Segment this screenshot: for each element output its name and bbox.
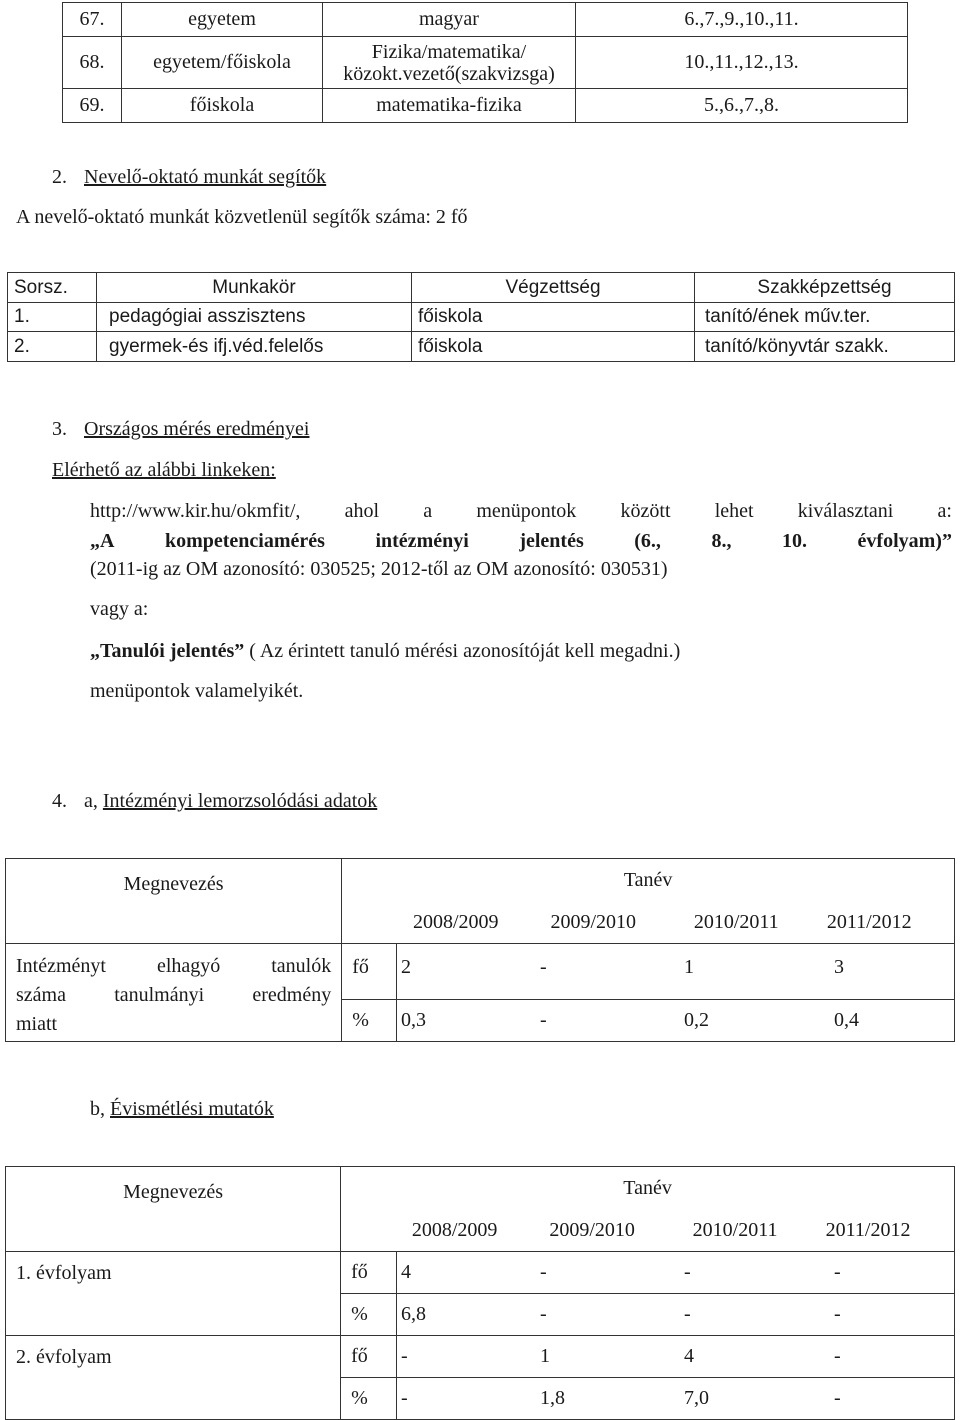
year-label: 2010/2011 — [692, 1219, 778, 1241]
value-cell: - — [401, 1345, 408, 1367]
value-cells — [397, 944, 955, 1000]
grades: 5.,6.,7.,8. — [576, 89, 908, 123]
value-cells — [397, 1336, 955, 1378]
value-cell: 3 — [834, 956, 844, 978]
grades: 6.,7.,9.,10.,11. — [576, 3, 908, 37]
subject-line: Fizika/matematika/ — [371, 40, 527, 63]
value-cell: 6,8 — [401, 1303, 426, 1325]
or-line: vagy a: — [90, 598, 149, 620]
student-report-label: „Tanulói jelentés” — [90, 640, 245, 662]
link-line — [90, 500, 952, 523]
text-word: menüpontok — [476, 500, 577, 522]
year-list — [342, 901, 954, 943]
name-header — [6, 1167, 341, 1252]
text-word: 8., — [711, 530, 732, 552]
grade-label: 1. évfolyam — [6, 1252, 341, 1336]
value-cell: 0,2 — [684, 1009, 709, 1031]
text-word: intézményi — [375, 530, 469, 552]
value-cells — [397, 1252, 955, 1294]
table-row — [63, 89, 908, 123]
table-cell: tanító/ének műv.ter. — [695, 303, 955, 332]
column-header: Szakképzettség — [695, 273, 955, 303]
year-header-text: Tanév — [623, 869, 673, 891]
text-word: eredmény — [252, 984, 332, 1006]
value-cell: - — [684, 1261, 691, 1283]
value-cell: 2 — [401, 956, 411, 978]
value-cell: - — [540, 1303, 547, 1325]
section-title: Országos mérés eredményei — [84, 418, 310, 440]
text-word: tanulmányi — [114, 984, 205, 1006]
text-word: elhagyó — [156, 955, 221, 977]
section-3-subtitle: Elérhető az alábbi linkeken: — [52, 459, 276, 481]
row-label — [6, 944, 342, 1042]
value-cell: 4 — [401, 1261, 411, 1283]
name-header-text: Megnevezés — [123, 1181, 224, 1203]
section-title: Intézményi lemorzsolódási adatok — [102, 790, 378, 812]
section-prefix: a, — [84, 790, 98, 812]
year-label: 2011/2012 — [826, 911, 912, 933]
label-line — [16, 952, 331, 981]
value-cell: 7,0 — [684, 1387, 709, 1409]
name-header-text: Megnevezés — [123, 873, 224, 895]
table-cell: tanító/könyvtár szakk. — [695, 332, 955, 362]
section-4a-heading — [52, 790, 377, 813]
name-header — [6, 859, 342, 944]
column-header: Végzettség — [412, 273, 695, 303]
table-row — [63, 3, 908, 37]
year-header — [342, 859, 955, 944]
value-cell: 4 — [684, 1345, 694, 1367]
table-cell: főiskola — [412, 303, 695, 332]
text-word: Intézményt — [16, 955, 106, 977]
value-cells — [397, 1378, 955, 1420]
unit-cell: fő — [341, 1252, 397, 1294]
grades: 10.,11.,12.,13. — [576, 37, 908, 89]
value-cell: - — [684, 1303, 691, 1325]
unit-cell: % — [341, 1294, 397, 1336]
value-cell: - — [540, 1261, 547, 1283]
section-3-heading — [52, 418, 309, 441]
year-header — [341, 1167, 955, 1252]
value-cell: - — [834, 1261, 841, 1283]
dropout-table — [5, 858, 955, 1042]
repetition-table — [5, 1166, 955, 1420]
table-row — [6, 1336, 955, 1378]
text-word: kiválasztani — [797, 500, 894, 522]
year-label: 2009/2010 — [549, 1219, 635, 1241]
section-number: 2. — [52, 166, 67, 188]
support-staff-table — [7, 272, 955, 362]
unit-cell: % — [342, 1000, 397, 1042]
okmfit-link[interactable]: http://www.kir.hu/okmfit/ — [90, 500, 296, 522]
text-word: „A — [90, 530, 115, 552]
value-cell: 1,8 — [540, 1387, 565, 1409]
section-2-heading — [52, 166, 326, 189]
year-label: 2008/2009 — [412, 911, 499, 933]
text-word: jelentés — [519, 530, 584, 552]
section-number: 3. — [52, 418, 67, 440]
institution-type: egyetem/főiskola — [122, 37, 323, 89]
grade-label: 2. évfolyam — [6, 1336, 341, 1420]
text-word: lehet — [714, 500, 754, 522]
menu-items-line: menüpontok valamelyikét. — [90, 680, 304, 702]
table-cell: 2. — [8, 332, 97, 362]
section-2-intro: A nevelő-oktató munkát közvetlenül segítők száma: 2 fő — [16, 206, 468, 228]
text-word: évfolyam)” — [857, 530, 952, 552]
teacher-qualification-table — [62, 2, 908, 123]
text-word: ahol — [344, 500, 380, 522]
table-cell: pedagógiai asszisztens — [97, 303, 412, 332]
text-word: a — [423, 500, 433, 522]
row-number: 69. — [63, 89, 122, 123]
value-cell: - — [834, 1345, 841, 1367]
table-row — [6, 944, 955, 1000]
unit-cell: fő — [342, 944, 397, 1000]
table-row — [63, 37, 908, 89]
value-cell: - — [834, 1387, 841, 1409]
year-header-text: Tanév — [623, 1177, 672, 1199]
unit-cell: fő — [341, 1336, 397, 1378]
text-word: tanulók — [271, 955, 332, 977]
table-header-row — [6, 1167, 955, 1252]
section-prefix: b, — [90, 1098, 105, 1120]
table-header-row — [8, 273, 955, 303]
text-word: között — [620, 500, 671, 522]
section-title: Nevelő-oktató munkát segítők — [84, 166, 327, 188]
year-label: 2009/2010 — [550, 911, 637, 933]
student-report-note: ( Az érintett tanuló mérési azonosítóját kell megadni.) — [244, 640, 681, 662]
subject-line: közokt.vezető(szakvizsga) — [343, 62, 555, 85]
value-cells — [397, 1294, 955, 1336]
section-title: Évismétlési mutatók — [110, 1098, 274, 1120]
year-label: 2010/2011 — [693, 911, 779, 933]
table-row — [6, 1252, 955, 1294]
value-cell: 0,3 — [401, 1009, 426, 1031]
subject: magyar — [323, 3, 576, 37]
table-row — [8, 332, 955, 362]
institution-type: főiskola — [122, 89, 323, 123]
section-number: 4. — [52, 790, 67, 812]
text-word: (6., — [634, 530, 661, 552]
value-cell: 0,4 — [834, 1009, 859, 1031]
competency-report-line — [90, 530, 952, 553]
text-word: , — [295, 500, 301, 522]
value-cell: 1 — [540, 1345, 550, 1367]
table-cell: főiskola — [412, 332, 695, 362]
year-label: 2008/2009 — [411, 1219, 498, 1241]
okmfit-link-group — [90, 500, 300, 523]
year-list — [341, 1209, 954, 1251]
table-cell: 1. — [8, 303, 97, 332]
table-header-row — [6, 859, 955, 944]
label-line: miatt — [16, 1013, 58, 1035]
subject: matematika-fizika — [323, 89, 576, 123]
value-cell: - — [540, 956, 547, 978]
row-number: 68. — [63, 37, 122, 89]
value-cell: - — [540, 1009, 547, 1031]
student-report-line — [90, 640, 680, 663]
year-label: 2011/2012 — [825, 1219, 911, 1241]
column-header: Sorsz. — [8, 273, 97, 303]
text-word: a: — [937, 500, 952, 522]
text-word: száma — [16, 984, 66, 1006]
value-cell: - — [401, 1387, 408, 1409]
institution-type: egyetem — [122, 3, 323, 37]
label-line — [16, 981, 331, 1010]
value-cell: 1 — [684, 956, 694, 978]
unit-cell: % — [341, 1378, 397, 1420]
value-cell: - — [834, 1303, 841, 1325]
row-number: 67. — [63, 3, 122, 37]
text-word: kompetenciamérés — [164, 530, 325, 552]
text-word: 10. — [782, 530, 807, 552]
section-4b-heading — [90, 1098, 274, 1121]
value-cells — [397, 1000, 955, 1042]
subject — [323, 37, 576, 89]
om-identifier-line: (2011-ig az OM azonosító: 030525; 2012-től az OM azonosító: 030531) — [90, 558, 668, 580]
table-cell: gyermek-és ifj.véd.felelős — [97, 332, 412, 362]
table-row — [8, 303, 955, 332]
column-header: Munkakör — [97, 273, 412, 303]
